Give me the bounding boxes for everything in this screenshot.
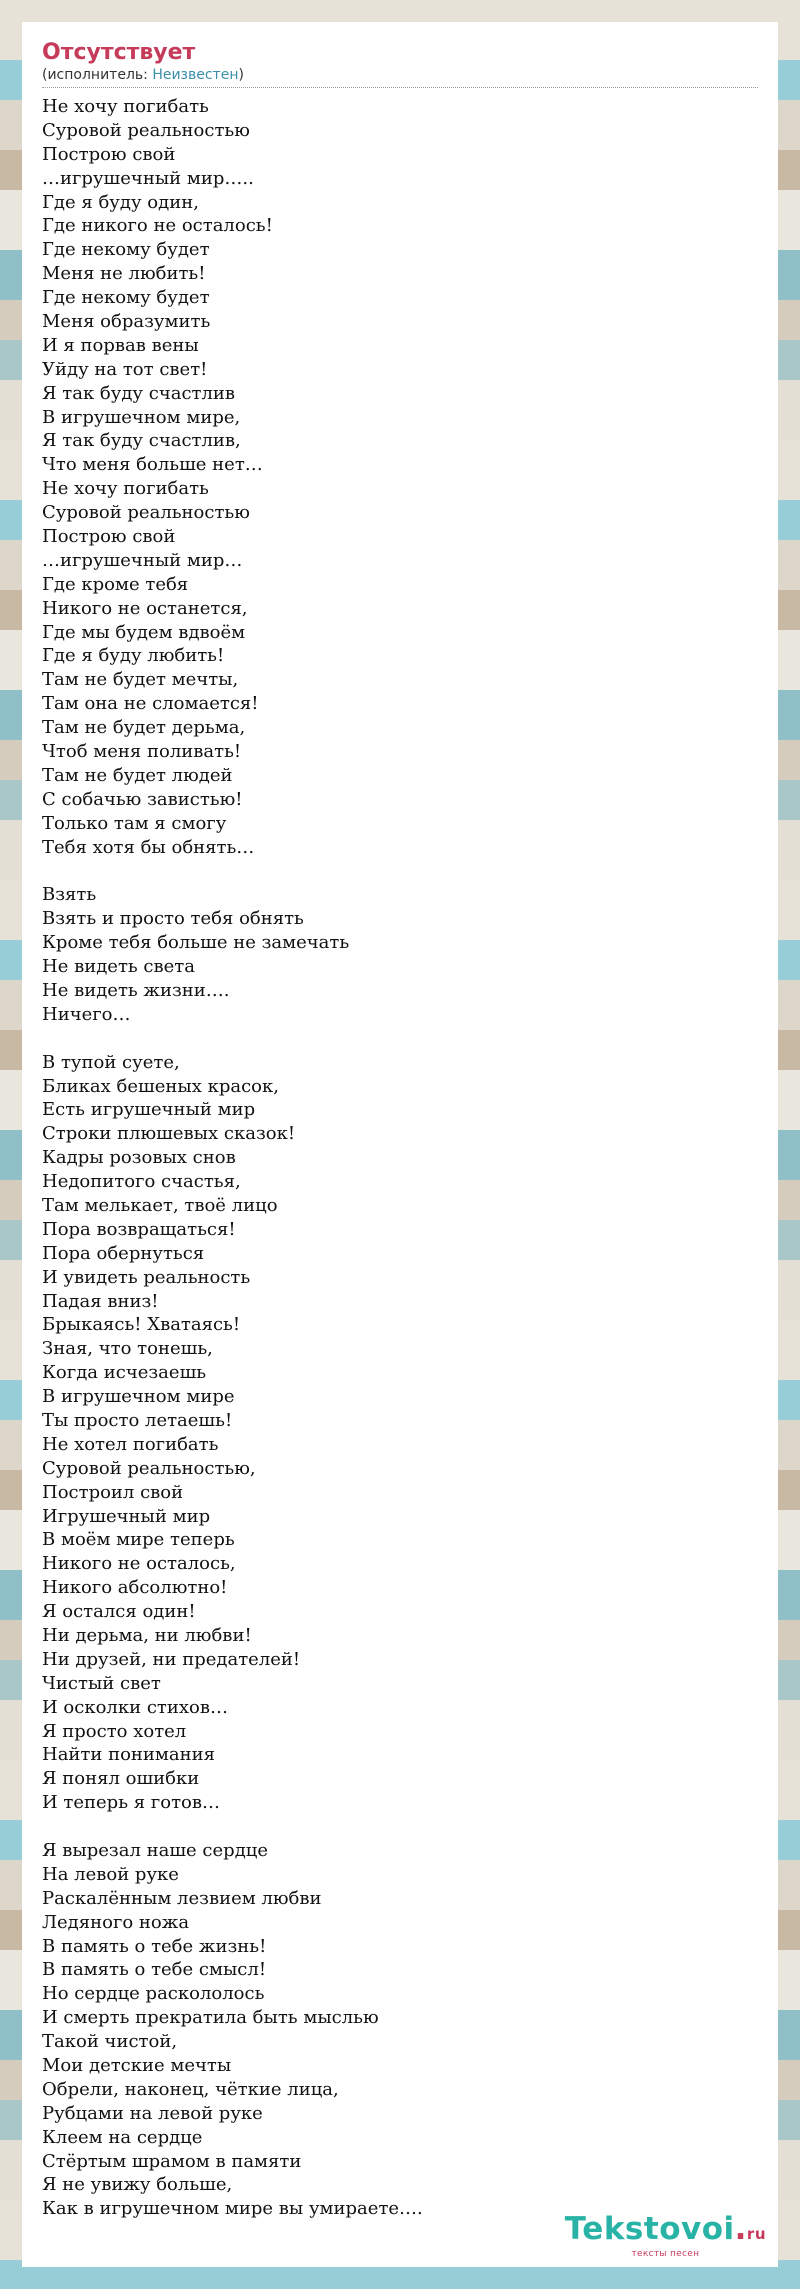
lyric-line: Ничего… [42, 1003, 131, 1025]
lyric-line: В игрушечном мире [42, 1386, 235, 1408]
stanza-break [42, 1815, 758, 1839]
lyric-line: …игрушечный мир….. [42, 167, 254, 189]
lyric-line: Когда исчезаешь [42, 1362, 207, 1384]
lyric-line: Построю свой [42, 526, 176, 548]
lyric-line: С собачью завистью! [42, 788, 243, 810]
lyric-line: Падая вниз! [42, 1290, 159, 1312]
lyric-line: Что меня больше нет… [42, 454, 263, 476]
lyric-line: Взять [42, 884, 97, 906]
lyric-line: Где я буду любить! [42, 645, 225, 667]
lyric-line: Суровой реальностью [42, 119, 250, 141]
lyric-line: В память о тебе смысл! [42, 1959, 267, 1981]
lyric-line: Взять и просто тебя обнять [42, 908, 304, 930]
lyric-line: Уйду на тот свет! [42, 358, 208, 380]
lyric-line: Ни дерьма, ни любви! [42, 1625, 252, 1646]
artist-link[interactable]: Неизвестен [152, 67, 239, 83]
lyric-line: Я так буду счастлив [42, 382, 236, 404]
lyric-line: Где кроме тебя [42, 573, 189, 595]
lyric-line: Суровой реальностью, [42, 1457, 256, 1479]
lyric-line: И смерть прекратила быть мыслью [42, 2007, 379, 2029]
lyric-line: Суровой реальностью [42, 502, 250, 524]
lyric-line: Где некому будет [42, 239, 210, 261]
lyric-line: Там мелькает, твоё лицо [42, 1194, 278, 1216]
lyric-line: Ты просто летаешь! [42, 1409, 233, 1431]
lyric-line: Никого не останется, [42, 597, 248, 619]
lyric-line: Игрушечный мир [42, 1505, 211, 1527]
lyric-line: Только там я смогу [42, 812, 227, 834]
logo-wordmark: Tekstovoi.ru [564, 2211, 766, 2247]
lyric-line: Строки плюшевых сказок! [42, 1123, 296, 1145]
lyric-line: Есть игрушечный мир [42, 1099, 256, 1121]
lyric-line: Рубцами на левой руке [42, 2102, 263, 2124]
lyric-line: Не видеть света [42, 956, 195, 978]
lyric-line: Я просто хотел [42, 1720, 187, 1742]
lyric-line: Не хочу погибать [42, 478, 209, 500]
lyric-line: Тебя хотя бы обнять… [42, 836, 255, 858]
lyric-line: …игрушечный мир… [42, 549, 243, 571]
lyric-line: Бликах бешеных красок, [42, 1075, 279, 1097]
lyric-line: Я остался один! [42, 1601, 196, 1623]
lyric-line: Там не будет людей [42, 764, 233, 786]
stanza-break [42, 1027, 758, 1051]
lyric-line: Чистый свет [42, 1672, 161, 1694]
artist-prefix: (исполнитель: [42, 67, 153, 83]
lyric-line: Там она не сломается! [42, 693, 259, 715]
lyric-line: Не хотел погибать [42, 1433, 219, 1455]
lyric-line: Брыкаясь! Хватаясь! [42, 1314, 241, 1336]
lyric-line: Как в игрушечном мире вы умираете…. [42, 2198, 423, 2220]
lyric-line: Меня не любить! [42, 263, 206, 285]
lyric-line: Найти понимания [42, 1744, 216, 1766]
lyric-line: Никого абсолютно! [42, 1577, 228, 1599]
artist-suffix: ) [238, 67, 244, 83]
lyric-line: Кроме тебя больше не замечать [42, 932, 350, 954]
lyric-line: Где некому будет [42, 287, 210, 309]
lyrics-card [22, 22, 778, 2267]
lyric-line: На левой руке [42, 1863, 179, 1885]
lyric-line: Мои детские мечты [42, 2055, 232, 2077]
lyric-line: В игрушечном мире, [42, 406, 241, 428]
lyric-line: Построю свой [42, 143, 176, 165]
lyric-line: Пора возвращаться! [42, 1218, 236, 1240]
lyric-line: Там не будет дерьма, [42, 717, 246, 739]
lyric-line: Ледяного ножа [42, 1911, 190, 1933]
lyrics-text [42, 95, 758, 2221]
lyric-line: Не хочу погибать [42, 96, 209, 117]
lyric-line: Ни друзей, ни предателей! [42, 1648, 301, 1670]
lyric-line: Я так буду счастлив, [42, 430, 241, 452]
lyric-line: Стёртым шрамом в памяти [42, 2150, 302, 2172]
lyric-line: В моём мире теперь [42, 1529, 235, 1551]
lyric-line: Такой чистой, [42, 2031, 178, 2053]
lyric-line: Кадры розовых снов [42, 1147, 236, 1169]
lyric-line: Никого не осталось, [42, 1553, 236, 1575]
lyric-line: Я вырезал наше сердце [42, 1840, 269, 1862]
lyric-line: Где никого не осталось! [42, 215, 273, 237]
lyric-line: Но сердце раскололось [42, 1983, 265, 2005]
lyric-line: В память о тебе жизнь! [42, 1935, 267, 1957]
lyric-line: Там не будет мечты, [42, 669, 239, 691]
lyric-line: Где мы будем вдвоём [42, 621, 246, 643]
site-logo[interactable] [565, 2212, 766, 2259]
lyric-line: Недопитого счастья, [42, 1171, 241, 1193]
lyric-line: В тупой суете, [42, 1051, 180, 1073]
lyric-line: Построил свой [42, 1481, 184, 1503]
lyric-line: И я порвав вены [42, 334, 199, 356]
lyric-line: Пора обернуться [42, 1242, 205, 1264]
lyric-line: Клеем на сердце [42, 2126, 203, 2148]
lyric-line: Где я буду один, [42, 191, 199, 213]
lyric-line: Я понял ошибки [42, 1768, 200, 1790]
artist-line [42, 66, 758, 88]
lyric-line: И теперь я готов… [42, 1792, 220, 1814]
lyric-line: И осколки стихов… [42, 1696, 228, 1718]
lyric-line: И увидеть реальность [42, 1266, 251, 1288]
lyric-line: Меня образумить [42, 311, 211, 333]
lyric-line: Обрели, наконец, чёткие лица, [42, 2078, 339, 2100]
lyric-line: Раскалённым лезвием любви [42, 1887, 322, 1909]
logo-tagline: тексты песен [631, 2249, 700, 2259]
lyric-line: Я не увижу больше, [42, 2174, 233, 2196]
lyric-line: Зная, что тонешь, [42, 1338, 213, 1360]
lyric-line: Чтоб меня поливать! [42, 741, 242, 763]
stanza-break [42, 860, 758, 884]
song-title: Отсутствует [42, 40, 196, 65]
lyric-line: Не видеть жизни…. [42, 979, 230, 1001]
